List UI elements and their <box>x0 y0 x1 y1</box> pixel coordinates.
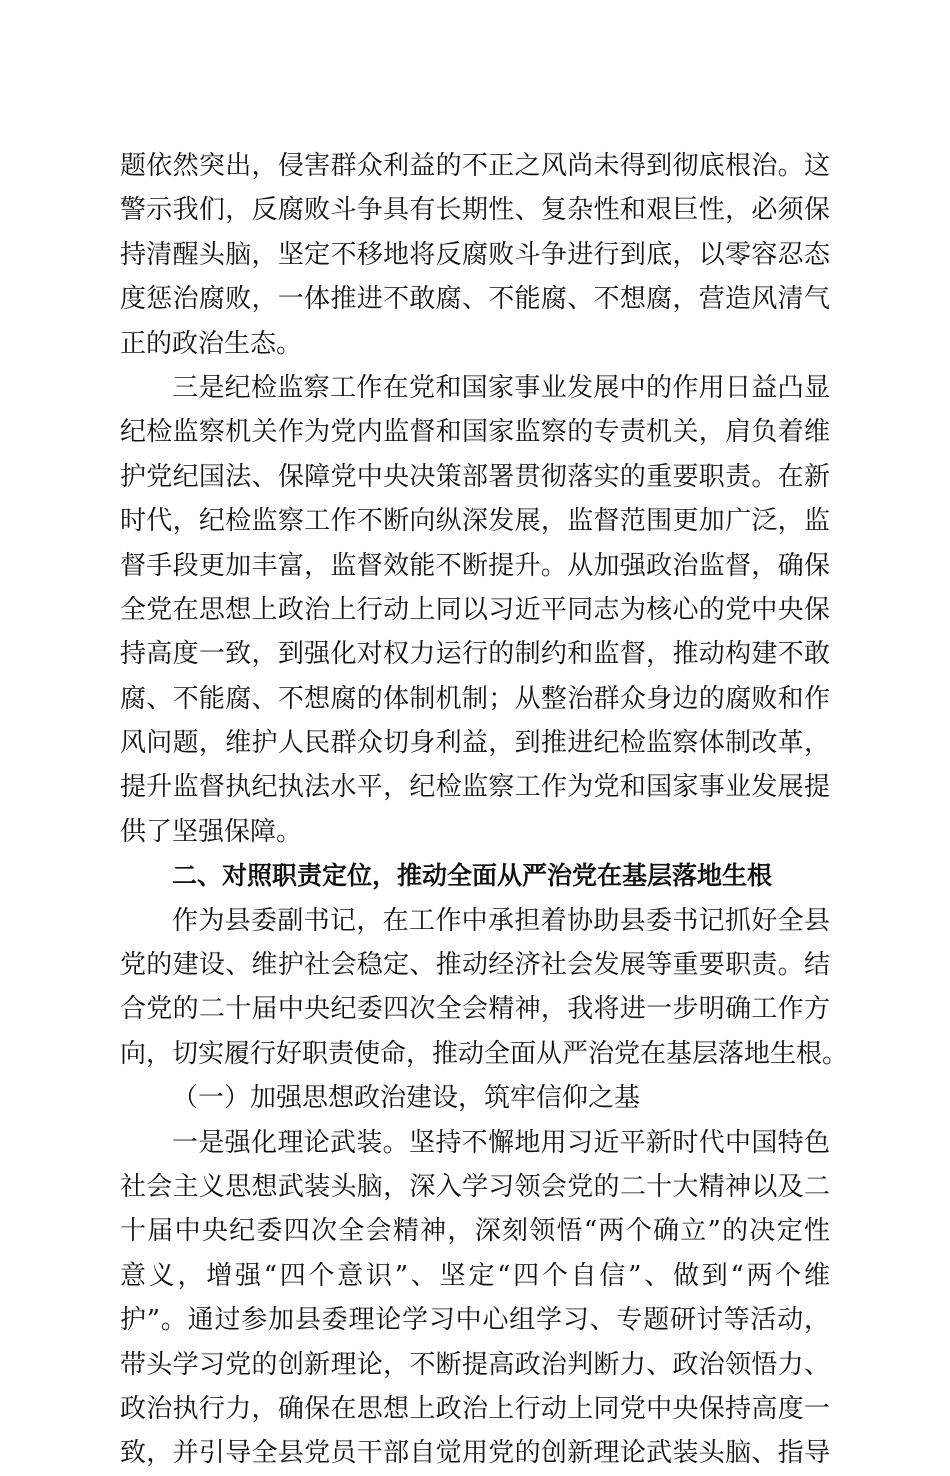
paragraph-line: 持高度一致，到强化对权力运行的制约和监督，推动构建不敢 <box>120 639 830 670</box>
paragraph-line: 警示我们，反腐败斗争具有长期性、复杂性和艰巨性，必须保 <box>120 195 830 226</box>
paragraph-line: 纪检监察机关作为党内监督和国家监察的专责机关，肩负着维 <box>120 417 830 448</box>
paragraph-line: 腐、不能腐、不想腐的体制机制；从整治群众身边的腐败和作 <box>120 683 830 714</box>
paragraph-line: 正的政治生态。 <box>120 328 303 359</box>
paragraph-line: 致，并引导全县党员干部自觉用党的创新理论武装头脑、指导 <box>120 1438 830 1469</box>
paragraph-line: 社会主义思想武装头脑，深入学习领会党的二十大精神以及二 <box>120 1171 830 1202</box>
subsection-heading: （一）加强思想政治建设，筑牢信仰之基 <box>172 1083 641 1114</box>
paragraph-line: 题依然突出，侵害群众利益的不正之风尚未得到彻底根治。这 <box>120 151 830 181</box>
paragraph-line: 提升监督执纪执法水平，纪检监察工作为党和国家事业发展提 <box>120 772 830 803</box>
paragraph-line: 党的建设、维护社会稳定、推动经济社会发展等重要职责。结 <box>120 950 830 981</box>
paragraph-line: 风问题，维护人民群众切身利益，到推进纪检监察体制改革， <box>120 728 830 759</box>
paragraph-line: 度惩治腐败，一体推进不敢腐、不能腐、不想腐，营造风清气 <box>120 284 830 315</box>
paragraph-line: 向，切实履行好职责使命，推动全面从严治党在基层落地生根。 <box>120 1038 849 1069</box>
paragraph-line: 合党的二十届中央纪委四次全会精神，我将进一步明确工作方 <box>120 994 830 1025</box>
section-heading: 二、对照职责定位，推动全面从严治党在基层落地生根 <box>172 861 773 891</box>
paragraph-line: 督手段更加丰富，监督效能不断提升。从加强政治监督，确保 <box>120 550 830 581</box>
paragraph-line: 护”。通过参加县委理论学习中心组学习、专题研讨等活动， <box>120 1305 830 1336</box>
paragraph-line: 持清醒头脑，坚定不移地将反腐败斗争进行到底，以零容忍态 <box>120 239 830 270</box>
paragraph-line: 十届中央纪委四次全会精神，深刻领悟“两个确立”的决定性 <box>120 1216 830 1247</box>
paragraph-line: 意义，增强“四个意识”、坚定“四个自信”、做到“两个维 <box>120 1260 830 1291</box>
paragraph-line: 时代，纪检监察工作不断向纵深发展，监督范围更加广泛，监 <box>120 506 830 537</box>
document-body <box>120 144 849 1476</box>
paragraph-line: 政治执行力，确保在思想上政治上行动上同党中央保持高度一 <box>120 1393 830 1424</box>
paragraph-line: 三是纪检监察工作在党和国家事业发展中的作用日益凸显 <box>172 372 830 403</box>
paragraph-line: 一是强化理论武装。坚持不懈地用习近平新时代中国特色 <box>172 1127 830 1158</box>
paragraph-line: 供了坚强保障。 <box>120 816 303 847</box>
paragraph-line: 护党纪国法、保障党中央决策部署贯彻落实的重要职责。在新 <box>120 461 830 492</box>
paragraph-line: 全党在思想上政治上行动上同以习近平同志为核心的党中央保 <box>120 594 830 625</box>
paragraph-line: 带头学习党的创新理论，不断提高政治判断力、政治领悟力、 <box>120 1349 830 1380</box>
paragraph-line: 作为县委副书记，在工作中承担着协助县委书记抓好全县 <box>172 905 830 936</box>
